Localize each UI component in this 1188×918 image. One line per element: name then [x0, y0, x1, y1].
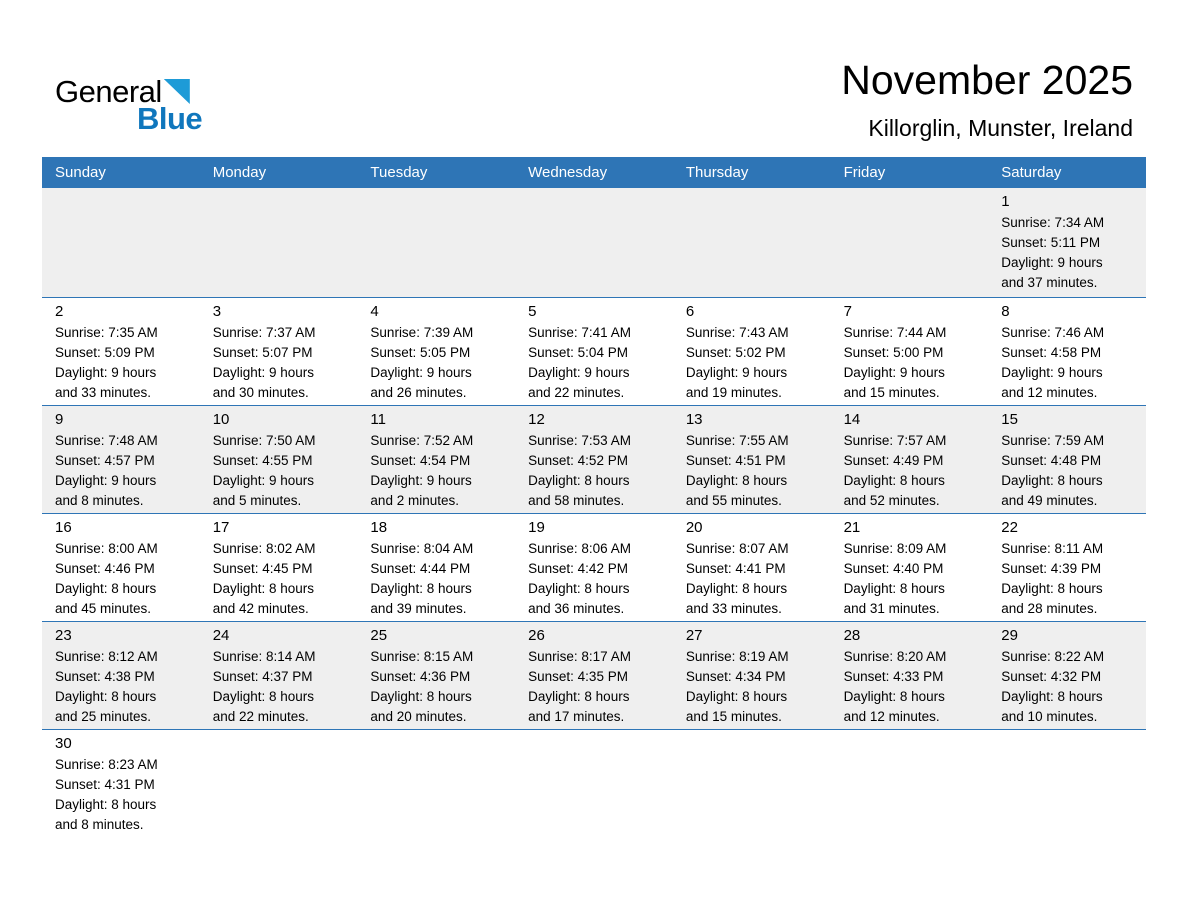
- day-cell-23: [42, 622, 200, 729]
- daylight-hours-text: Daylight: 9 hours: [843, 365, 945, 380]
- week-row-1: [42, 188, 1146, 297]
- sunset-text: Sunset: 4:33 PM: [843, 669, 944, 684]
- day-number: 16: [55, 519, 72, 536]
- location-subtitle: Killorglin, Munster, Ireland: [868, 115, 1133, 141]
- sunrise-text: Sunrise: 7:53 AM: [528, 433, 631, 448]
- sunset-text: Sunset: 5:07 PM: [212, 345, 313, 360]
- weekday-label-saturday: Saturday: [1001, 164, 1062, 181]
- empty-day-cell: [357, 730, 515, 837]
- sunset-text: Sunset: 5:11 PM: [1001, 235, 1101, 250]
- empty-day-cell: [831, 188, 989, 297]
- sunrise-text: Sunrise: 7:48 AM: [55, 433, 158, 448]
- day-number: 5: [528, 303, 537, 320]
- sunrise-text: Sunrise: 8:23 AM: [55, 757, 158, 772]
- daylight-minutes-text: and 52 minutes.: [843, 493, 940, 508]
- daylight-minutes-text: and 45 minutes.: [55, 601, 152, 616]
- daylight-hours-text: Daylight: 8 hours: [370, 689, 472, 704]
- sunset-text: Sunset: 4:57 PM: [55, 453, 155, 468]
- empty-day-cell: [515, 730, 673, 837]
- daylight-hours-text: Daylight: 8 hours: [1001, 689, 1103, 704]
- sunset-text: Sunset: 4:49 PM: [843, 453, 944, 468]
- day-number: 2: [55, 303, 64, 320]
- sunrise-text: Sunrise: 8:00 AM: [55, 541, 158, 556]
- day-cell-4: [357, 298, 515, 405]
- empty-day-cell: [673, 188, 831, 297]
- sunrise-text: Sunrise: 7:46 AM: [1001, 325, 1105, 340]
- empty-day-cell: [42, 188, 200, 297]
- daylight-minutes-text: and 39 minutes.: [370, 601, 467, 616]
- empty-day-cell: [673, 730, 831, 837]
- sunrise-text: Sunrise: 7:44 AM: [843, 325, 947, 340]
- day-cell-20: [673, 514, 831, 621]
- logo-text-blue: Blue: [137, 101, 203, 136]
- daylight-minutes-text: and 22 minutes.: [212, 709, 309, 724]
- daylight-minutes-text: and 42 minutes.: [212, 601, 309, 616]
- sunrise-text: Sunrise: 7:59 AM: [1001, 433, 1105, 448]
- sunset-text: Sunset: 4:32 PM: [1001, 669, 1102, 684]
- daylight-minutes-text: and 30 minutes.: [212, 385, 309, 400]
- sunset-text: Sunset: 4:48 PM: [1001, 453, 1102, 468]
- sunrise-text: Sunrise: 8:14 AM: [212, 649, 316, 664]
- daylight-hours-text: Daylight: 8 hours: [55, 797, 157, 812]
- day-cell-17: [200, 514, 358, 621]
- daylight-minutes-text: and 33 minutes.: [55, 385, 152, 400]
- day-number: 19: [528, 519, 545, 536]
- sunrise-text: Sunrise: 7:39 AM: [370, 325, 474, 340]
- day-number: 1: [1001, 193, 1010, 210]
- daylight-hours-text: Daylight: 9 hours: [370, 473, 472, 488]
- sunrise-text: Sunrise: 7:37 AM: [212, 325, 316, 340]
- sunset-text: Sunset: 4:40 PM: [843, 561, 944, 576]
- daylight-hours-text: Daylight: 9 hours: [1001, 365, 1103, 380]
- weekday-header-row: [42, 157, 1146, 188]
- day-number: 18: [370, 519, 388, 536]
- sunrise-text: Sunrise: 8:19 AM: [685, 649, 789, 664]
- daylight-minutes-text: and 5 minutes.: [212, 493, 302, 508]
- daylight-minutes-text: and 20 minutes.: [370, 709, 467, 724]
- day-number: 29: [1001, 627, 1018, 644]
- day-number: 10: [212, 411, 230, 428]
- sunset-text: Sunset: 4:54 PM: [370, 453, 471, 468]
- day-cell-24: [200, 622, 358, 729]
- day-number: 27: [685, 627, 703, 644]
- day-number: 13: [685, 411, 703, 428]
- weekday-label-wednesday: Wednesday: [528, 164, 608, 181]
- sunrise-text: Sunrise: 8:11 AM: [1001, 541, 1104, 556]
- sunrise-text: Sunrise: 7:55 AM: [685, 433, 789, 448]
- daylight-minutes-text: and 8 minutes.: [55, 817, 144, 832]
- logo-text-general: General: [55, 74, 162, 109]
- daylight-hours-text: Daylight: 9 hours: [212, 365, 315, 380]
- daylight-hours-text: Daylight: 9 hours: [212, 473, 315, 488]
- sunrise-text: Sunrise: 7:50 AM: [212, 433, 316, 448]
- sunset-text: Sunset: 4:37 PM: [212, 669, 313, 684]
- sunset-text: Sunset: 4:46 PM: [55, 561, 155, 576]
- daylight-minutes-text: and 12 minutes.: [1001, 385, 1098, 400]
- day-cell-21: [831, 514, 989, 621]
- general-blue-logo: [55, 76, 202, 134]
- sunrise-text: Sunrise: 8:09 AM: [843, 541, 947, 556]
- month-title: November 2025: [841, 57, 1133, 103]
- sunrise-text: Sunrise: 8:17 AM: [528, 649, 631, 664]
- day-number: 6: [685, 303, 695, 320]
- day-cell-13: [673, 406, 831, 513]
- daylight-minutes-text: and 19 minutes.: [685, 385, 782, 400]
- sunset-text: Sunset: 4:31 PM: [55, 777, 155, 792]
- daylight-hours-text: Daylight: 8 hours: [528, 689, 630, 704]
- day-cell-28: [831, 622, 989, 729]
- day-number: 26: [528, 627, 545, 644]
- day-cell-11: [357, 406, 515, 513]
- sunset-text: Sunset: 5:02 PM: [685, 345, 786, 360]
- daylight-minutes-text: and 15 minutes.: [843, 385, 940, 400]
- day-number: 17: [212, 519, 230, 536]
- daylight-minutes-text: and 2 minutes.: [370, 493, 459, 508]
- daylight-minutes-text: and 55 minutes.: [685, 493, 782, 508]
- weekday-label-monday: Monday: [212, 164, 267, 181]
- weekday-label-tuesday: Tuesday: [370, 164, 428, 181]
- daylight-minutes-text: and 37 minutes.: [1001, 275, 1098, 290]
- daylight-hours-text: Daylight: 9 hours: [55, 365, 157, 380]
- sunset-text: Sunset: 5:00 PM: [843, 345, 944, 360]
- sunset-text: Sunset: 4:41 PM: [685, 561, 786, 576]
- empty-day-cell: [357, 188, 515, 297]
- day-cell-30: [42, 730, 200, 837]
- day-number: 23: [55, 627, 72, 644]
- daylight-minutes-text: and 17 minutes.: [528, 709, 625, 724]
- weekday-label-sunday: Sunday: [55, 164, 106, 181]
- week-row-3: [42, 405, 1146, 513]
- daylight-hours-text: Daylight: 9 hours: [55, 473, 157, 488]
- daylight-minutes-text: and 28 minutes.: [1001, 601, 1098, 616]
- day-cell-7: [831, 298, 989, 405]
- daylight-hours-text: Daylight: 8 hours: [1001, 473, 1103, 488]
- daylight-minutes-text: and 58 minutes.: [528, 493, 625, 508]
- calendar-weeks: [42, 188, 1146, 837]
- daylight-hours-text: Daylight: 8 hours: [685, 689, 788, 704]
- daylight-hours-text: Daylight: 8 hours: [1001, 581, 1103, 596]
- sunset-text: Sunset: 4:39 PM: [1001, 561, 1102, 576]
- sunrise-text: Sunrise: 8:15 AM: [370, 649, 474, 664]
- day-number: 9: [55, 411, 64, 428]
- day-number: 30: [55, 735, 72, 752]
- day-cell-26: [515, 622, 673, 729]
- daylight-hours-text: Daylight: 8 hours: [685, 581, 788, 596]
- day-number: 7: [843, 303, 852, 320]
- day-number: 24: [212, 627, 230, 644]
- day-cell-8: [988, 298, 1146, 405]
- sunrise-text: Sunrise: 7:57 AM: [843, 433, 947, 448]
- daylight-minutes-text: and 8 minutes.: [55, 493, 144, 508]
- daylight-minutes-text: and 10 minutes.: [1001, 709, 1098, 724]
- daylight-minutes-text: and 31 minutes.: [843, 601, 940, 616]
- daylight-hours-text: Daylight: 8 hours: [55, 689, 157, 704]
- day-cell-27: [673, 622, 831, 729]
- sunrise-text: Sunrise: 8:06 AM: [528, 541, 631, 556]
- sunset-text: Sunset: 4:44 PM: [370, 561, 471, 576]
- day-cell-1: [988, 188, 1146, 297]
- day-cell-12: [515, 406, 673, 513]
- daylight-hours-text: Daylight: 8 hours: [843, 581, 945, 596]
- daylight-hours-text: Daylight: 9 hours: [1001, 255, 1103, 270]
- day-cell-18: [357, 514, 515, 621]
- day-cell-5: [515, 298, 673, 405]
- daylight-hours-text: Daylight: 8 hours: [212, 689, 315, 704]
- sunset-text: Sunset: 5:09 PM: [55, 345, 155, 360]
- daylight-minutes-text: and 15 minutes.: [685, 709, 782, 724]
- sunrise-text: Sunrise: 7:34 AM: [1001, 215, 1105, 230]
- daylight-hours-text: Daylight: 8 hours: [528, 581, 630, 596]
- empty-day-cell: [515, 188, 673, 297]
- weekday-label-friday: Friday: [843, 164, 886, 181]
- day-number: 8: [1001, 303, 1010, 320]
- empty-day-cell: [200, 730, 358, 837]
- daylight-hours-text: Daylight: 8 hours: [370, 581, 472, 596]
- day-number: 4: [370, 303, 379, 320]
- calendar-table: [42, 157, 1146, 837]
- sunset-text: Sunset: 5:05 PM: [370, 345, 471, 360]
- day-number: 11: [370, 411, 386, 428]
- week-row-2: [42, 297, 1146, 405]
- daylight-minutes-text: and 36 minutes.: [528, 601, 625, 616]
- sunrise-text: Sunrise: 7:35 AM: [55, 325, 158, 340]
- sunset-text: Sunset: 4:52 PM: [528, 453, 628, 468]
- day-cell-16: [42, 514, 200, 621]
- sunset-text: Sunset: 4:58 PM: [1001, 345, 1102, 360]
- day-number: 12: [528, 411, 545, 428]
- daylight-hours-text: Daylight: 8 hours: [843, 689, 945, 704]
- empty-day-cell: [831, 730, 989, 837]
- daylight-hours-text: Daylight: 8 hours: [212, 581, 315, 596]
- daylight-minutes-text: and 33 minutes.: [685, 601, 782, 616]
- sunrise-text: Sunrise: 7:41 AM: [528, 325, 631, 340]
- day-cell-15: [988, 406, 1146, 513]
- sunset-text: Sunset: 4:51 PM: [685, 453, 786, 468]
- daylight-hours-text: Daylight: 8 hours: [55, 581, 157, 596]
- sunset-text: Sunset: 4:34 PM: [685, 669, 786, 684]
- day-number: 20: [685, 519, 703, 536]
- sunrise-text: Sunrise: 8:04 AM: [370, 541, 474, 556]
- day-cell-19: [515, 514, 673, 621]
- day-cell-22: [988, 514, 1146, 621]
- sunrise-text: Sunrise: 7:52 AM: [370, 433, 474, 448]
- day-cell-29: [988, 622, 1146, 729]
- day-cell-3: [200, 298, 358, 405]
- week-row-5: [42, 621, 1146, 729]
- day-cell-10: [200, 406, 358, 513]
- day-number: 28: [843, 627, 861, 644]
- day-cell-9: [42, 406, 200, 513]
- daylight-minutes-text: and 26 minutes.: [370, 385, 467, 400]
- day-cell-6: [673, 298, 831, 405]
- daylight-minutes-text: and 12 minutes.: [843, 709, 940, 724]
- title-block: [841, 56, 1133, 142]
- day-cell-14: [831, 406, 989, 513]
- sunrise-text: Sunrise: 8:12 AM: [55, 649, 158, 664]
- sunrise-text: Sunrise: 7:43 AM: [685, 325, 789, 340]
- day-cell-2: [42, 298, 200, 405]
- day-cell-25: [357, 622, 515, 729]
- sunrise-text: Sunrise: 8:07 AM: [685, 541, 789, 556]
- empty-day-cell: [988, 730, 1146, 837]
- daylight-hours-text: Daylight: 8 hours: [843, 473, 945, 488]
- sunrise-text: Sunrise: 8:20 AM: [843, 649, 947, 664]
- daylight-hours-text: Daylight: 9 hours: [685, 365, 788, 380]
- empty-day-cell: [200, 188, 358, 297]
- daylight-hours-text: Daylight: 8 hours: [528, 473, 630, 488]
- day-number: 14: [843, 411, 861, 428]
- sunset-text: Sunset: 5:04 PM: [528, 345, 628, 360]
- daylight-minutes-text: and 22 minutes.: [528, 385, 625, 400]
- day-number: 25: [370, 627, 388, 644]
- sunset-text: Sunset: 4:45 PM: [212, 561, 313, 576]
- daylight-hours-text: Daylight: 9 hours: [528, 365, 630, 380]
- weekday-label-thursday: Thursday: [685, 164, 749, 181]
- sunset-text: Sunset: 4:36 PM: [370, 669, 471, 684]
- day-number: 15: [1001, 411, 1018, 428]
- week-row-6: [42, 729, 1146, 837]
- day-number: 22: [1001, 519, 1018, 536]
- day-number: 21: [843, 519, 861, 536]
- daylight-hours-text: Daylight: 9 hours: [370, 365, 472, 380]
- daylight-minutes-text: and 49 minutes.: [1001, 493, 1098, 508]
- sunrise-text: Sunrise: 8:22 AM: [1001, 649, 1105, 664]
- sunset-text: Sunset: 4:42 PM: [528, 561, 628, 576]
- sunrise-text: Sunrise: 8:02 AM: [212, 541, 316, 556]
- sunset-text: Sunset: 4:55 PM: [212, 453, 313, 468]
- daylight-minutes-text: and 25 minutes.: [55, 709, 152, 724]
- sunset-text: Sunset: 4:38 PM: [55, 669, 155, 684]
- day-number: 3: [212, 303, 222, 320]
- week-row-4: [42, 513, 1146, 621]
- sunset-text: Sunset: 4:35 PM: [528, 669, 628, 684]
- daylight-hours-text: Daylight: 8 hours: [685, 473, 788, 488]
